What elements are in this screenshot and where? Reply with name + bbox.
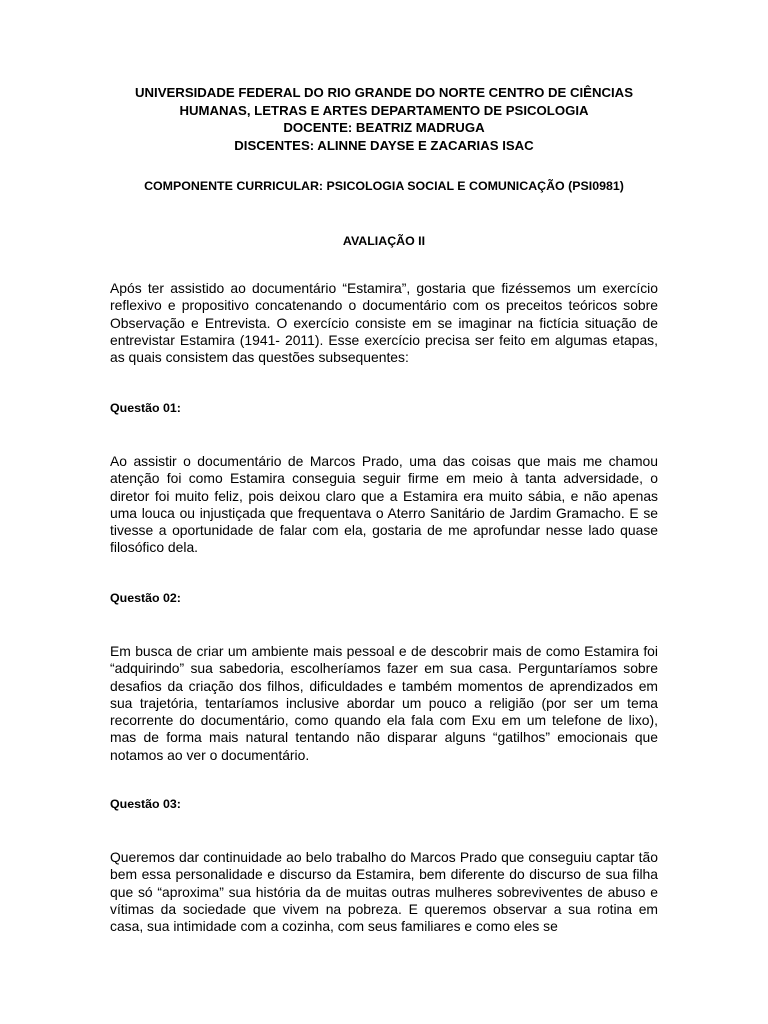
question-02-answer: Em busca de criar um ambiente mais pessoal e de descobrir mais de como Estamira foi “adquirindo” sua sabedoria, escolheríamos fazer em sua casa. Perguntaríamos sobre desafios da criação dos filhos, dificuldades e também momentos de aprendizados em sua trajetória, tentaríamos inclusive abordar um pouco a religião (por ser um tema recorrente do documentário, como quando ela fala com Exu em um telefone de lixo), mas de forma mais natural tentando não disparar alguns “gatilhos” emocionais que notamos ao ver o documentário. [110, 643, 658, 763]
evaluation-title: AVALIAÇÃO II [342, 234, 426, 248]
header-line-students: DISCENTES: ALINNE DAYSE E ZACARIAS ISAC [234, 137, 534, 153]
question-03-answer: Queremos dar continuidade ao belo trabalho do Marcos Prado que conseguiu captar tão bem essa personalidade e discurso da Estamira, bem diferente do discurso de sua filha que só “aproxima” sua história da de muitas outras mulheres sobreviventes de abuso e vítimas da sociedade que vivem na pobreza. E queremos observar a sua rotina em casa, sua intimidade com a cozinha, com seus familiares e como eles se [110, 849, 658, 935]
header-line-university: UNIVERSIDADE FEDERAL DO RIO GRANDE DO NORTE CENTRO DE CIÊNCIAS [135, 85, 633, 100]
intro-paragraph: Após ter assistido ao documentário “Estamira”, gostaria que fizéssemos um exercício reflexivo e propositivo concatenando o documentário com os preceitos teóricos sobre Observação e Entrevista. O exercício consiste em se imaginar na fictícia situação de entrevistar Estamira (1941- 2011). Esse exercício precisa ser feito em algumas etapas, as quais consistem das questões subsequentes: [110, 280, 658, 366]
curricular-component: COMPONENTE CURRICULAR: PSICOLOGIA SOCIAL E COMUNICAÇÃO (PSI0981) [144, 179, 624, 193]
question-01-answer: Ao assistir o documentário de Marcos Prado, uma das coisas que mais me chamou atenção foi como Estamira conseguia seguir firme em meio à tanta adversidade, o diretor foi muito feliz, pois deixou claro que a Estamira era muito sábia, e não apenas uma louca ou injustiçada que frequentava o Aterro Sanitário de Jardim Gramacho. E se tivesse a oportunidade de falar com ela, gostaria de me aprofundar nesse lado quase filosófico dela. [110, 453, 658, 556]
question-01-heading: Questão 01: [110, 401, 181, 415]
header-line-department: HUMANAS, LETRAS E ARTES DEPARTAMENTO DE PSICOLOGIA [179, 102, 589, 118]
question-03-heading: Questão 03: [110, 797, 181, 811]
institution-header [96, 84, 672, 154]
question-02-heading: Questão 02: [110, 591, 181, 605]
header-line-teacher: DOCENTE: BEATRIZ MADRUGA [283, 120, 485, 135]
